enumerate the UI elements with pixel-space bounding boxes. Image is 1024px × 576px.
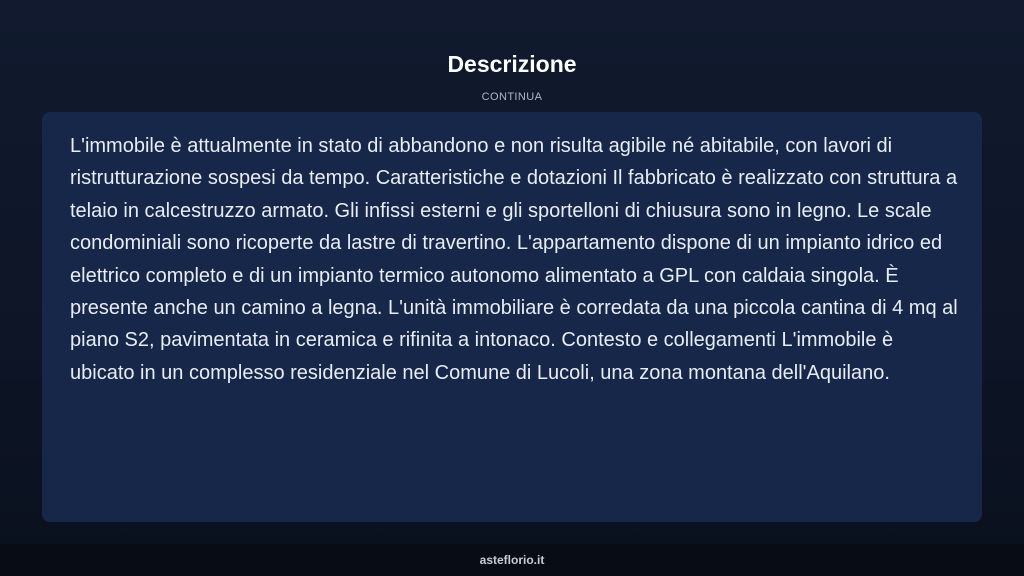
footer-site-label: asteflorio.it (479, 553, 545, 567)
footer-bar (0, 544, 1024, 576)
description-card (42, 112, 982, 522)
description-text: L'immobile è attualmente in stato di abbandono e non risulta agibile né abitabile, con lavori di ristrutturazione sospesi da tempo. Caratteristiche e dotazioni Il fabbricato è realizzato con struttura a telaio in calcestruzzo armato. Gli infissi esterni e gli sportelloni di chiusura sono in legno. Le scale condominiali sono ricoperte da lastre di travertino. L'appartamento dispone di un impianto idrico ed elettrico completo e di un impianto termico autonomo alimentato a GPL con caldaia singola. È presente anche un camino a legna. L'unità immobiliare è corredata da una piccola cantina di 4 mq al piano S2, pavimentata in ceramica e rifinita a intonaco. Contesto e collegamenti L'immobile è ubicato in un complesso residenziale nel Comune di Lucoli, una zona montana dell'Aquilano. (70, 135, 958, 384)
page-title: Descrizione (447, 51, 577, 77)
page-subtitle: CONTINUA (481, 91, 543, 103)
